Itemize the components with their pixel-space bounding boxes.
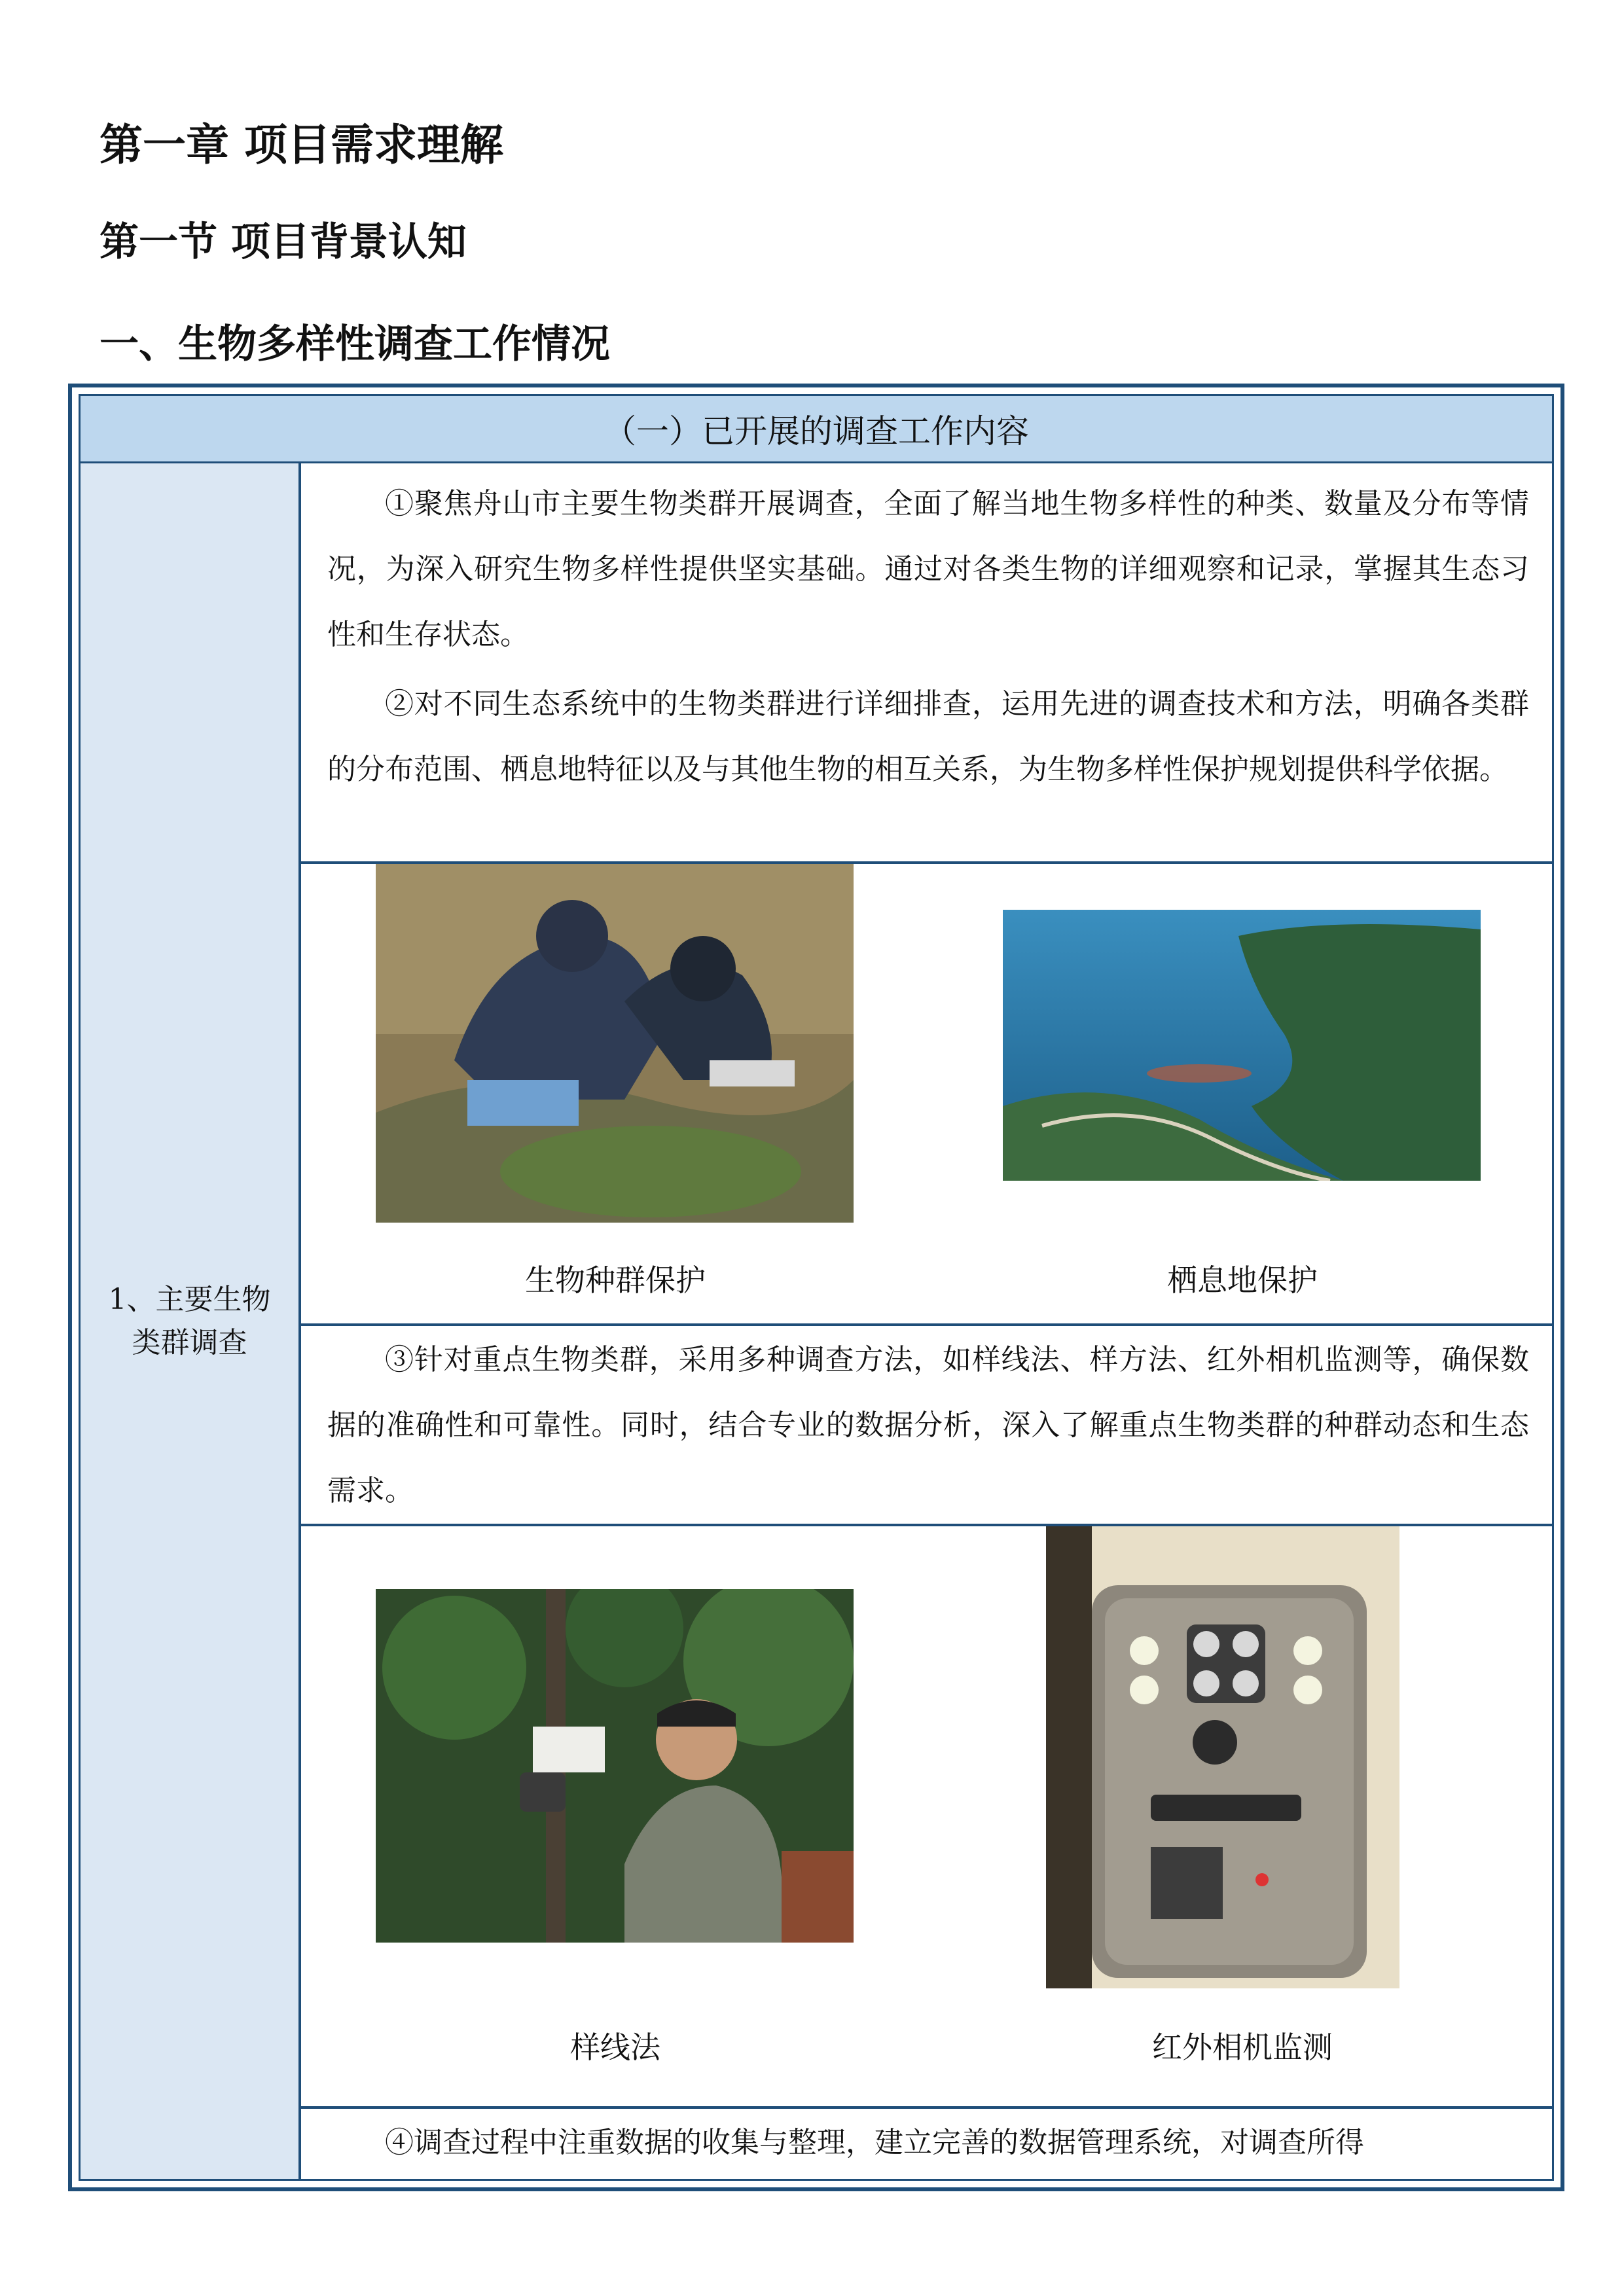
paragraph-2: ②对不同生态系统中的生物类群进行详细排查，运用先进的调查技术和方法，明确各类群的分布范围、栖息地特征以及与其他生物的相互关系，为生物多样性保护规划提供科学依据。	[327, 687, 1529, 786]
text-cell-1	[301, 463, 1554, 864]
population-survey-photo	[376, 864, 854, 1223]
table-title: （一）已开展的调查工作内容	[604, 412, 1029, 450]
text-cell-2	[301, 1326, 1554, 1526]
paragraph-3: ③针对重点生物类群，采用多种调查方法，如样线法、样方法、红外相机监测等，确保数据的准确性和可靠性。同时，结合专业的数据分析，深入了解重点生物类群的种群动态和生态需求。	[327, 1343, 1529, 1507]
table-title-row	[79, 394, 1554, 463]
transect-survey-photo	[376, 1589, 854, 1943]
text-cell-3	[301, 2109, 1554, 2181]
infrared-camera-photo	[1046, 1526, 1399, 1988]
subsection-heading: 一、生物多样性调查工作情况	[99, 321, 610, 367]
photo-cell-1	[301, 864, 1554, 1326]
category-label: 1、主要生物类群调查	[108, 1282, 271, 1359]
section-heading: 第一节 项目背景认知	[99, 219, 467, 265]
survey-table	[68, 384, 1564, 2191]
category-cell	[79, 463, 301, 2181]
caption-transect: 样线法	[570, 2030, 660, 2065]
caption-habitat: 栖息地保护	[1167, 1263, 1318, 1298]
caption-camera: 红外相机监测	[1152, 2030, 1333, 2065]
caption-population: 生物种群保护	[525, 1263, 706, 1298]
paragraph-1: ①聚焦舟山市主要生物类群开展调查，全面了解当地生物多样性的种类、数量及分布等情况，为深入研究生物多样性提供坚实基础。通过对各类生物的详细观察和记录，掌握其生态习性和生存状态。	[327, 487, 1529, 651]
paragraph-4: ④调查过程中注重数据的收集与整理，建立完善的数据管理系统，对调查所得	[385, 2126, 1364, 2159]
habitat-aerial-photo	[1003, 910, 1481, 1181]
chapter-heading: 第一章 项目需求理解	[99, 120, 503, 170]
photo-cell-2	[301, 1526, 1554, 2109]
